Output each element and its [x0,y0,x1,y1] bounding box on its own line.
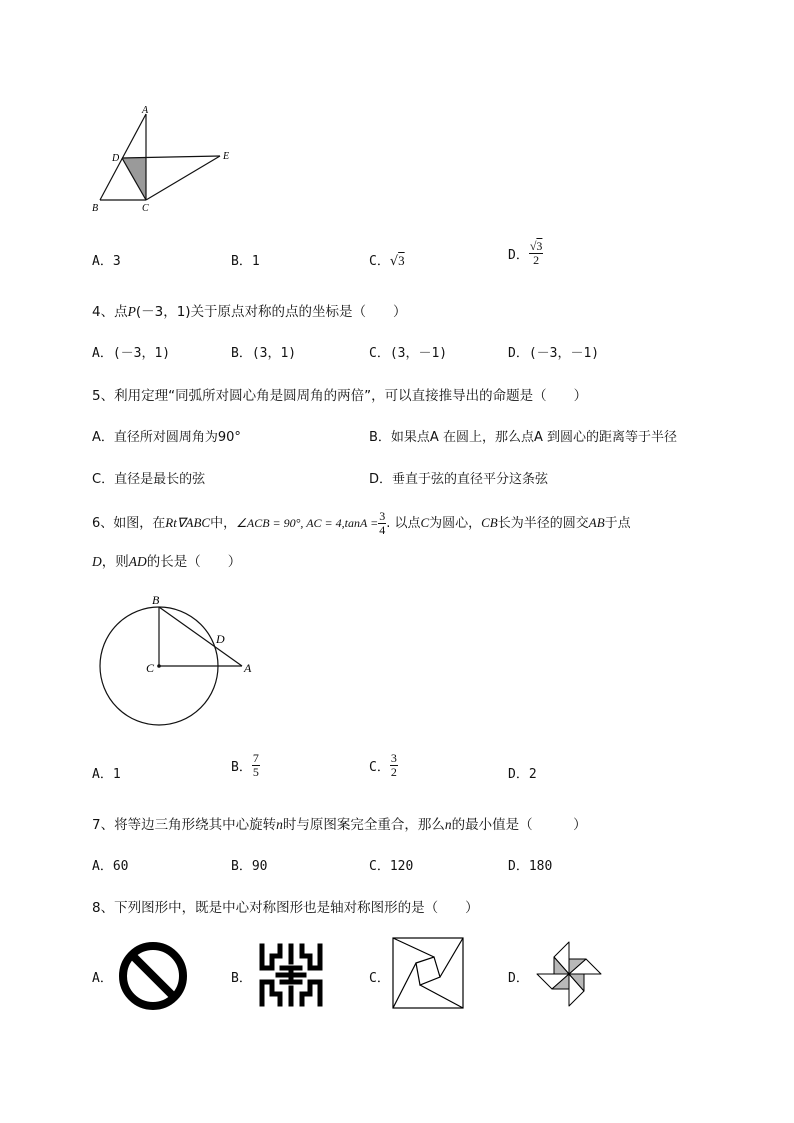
q7-option-d: D．180 [508,859,553,874]
label-c: C [142,203,149,214]
q7-option-a: A．60 [92,859,129,874]
q6-stem-line2 [92,550,241,570]
q6-text-8: 的长是（ ） [146,554,242,570]
q7-n-1: n [276,817,283,832]
q6-option-b-den: 5 [252,765,259,779]
q6-option-c-prefix: C． [369,760,390,775]
q4-stem [92,300,407,320]
q6-point-c: C [420,515,430,530]
q6-option-b-prefix: B． [231,760,252,775]
q3-option-d-radicand: 3 [536,239,543,253]
q4-option-d: D．(－3，－1) [508,346,600,361]
label-c: C [146,661,155,675]
q6-text-6: 于点 [604,516,631,531]
q3-option-c-prefix: C． [369,254,390,269]
center-point [157,664,161,668]
q7-option-b: B．90 [231,859,268,874]
q6-option-b-num: 7 [252,751,259,765]
q7-text-1: 7、将等边三角形绕其中心旋转 [92,817,277,833]
q5-option-a: A．直径所对圆周角为90° [92,430,241,445]
q6-text-7: ，则 [101,554,129,570]
q4-coords: (－3，1) [135,304,191,320]
label-a: A [142,105,149,116]
q5-option-c: C．直径是最长的弦 [92,472,206,487]
label-d: D [216,632,225,646]
q6-triangle: Rt∇ABC [165,515,211,530]
prohibition-sign-icon [117,940,189,1012]
q6-text-1: 6、如图，在 [92,516,166,531]
q3-option-c [369,250,405,269]
q3-option-b: B．1 [231,254,260,269]
q7-option-c: C．120 [369,859,414,874]
sqrt-icon: √ [529,239,537,253]
q8-label-a: A． [92,971,113,986]
q3-option-a: A．3 [92,254,121,269]
q6-ad: AD [128,554,147,569]
q7-text-3: 的最小值是（ ） [451,817,587,833]
q8-label-c: C． [369,971,390,986]
q7-text-2: 时与原图案完全重合，那么 [282,817,445,833]
q8-label-b: B． [231,971,252,986]
q6-option-d: D．2 [508,767,537,782]
q6-text-5: 长为半径的圆交 [497,516,589,531]
label-e: E [223,151,230,162]
label-b: B [92,203,99,214]
q6-text-4: 为圆心， [429,516,482,531]
q3-option-d [508,240,543,267]
q5-option-b: B．如果点A 在圆上，那么点A 到圆心的距离等于半径 [369,430,677,445]
q8-stem: 8、下列图形中，既是中心对称图形也是轴对称图形的是（ ） [92,900,479,916]
q4-suffix: 关于原点对称的点的坐标是（ ） [190,304,407,320]
q6-text-2: 中， [210,516,237,531]
q3-option-d-prefix: D． [508,248,529,263]
q6-option-c-fraction [390,752,398,779]
q6-frac-den: 4 [379,523,386,537]
q6-frac-num: 3 [379,509,386,523]
q3-option-c-radicand: 3 [398,253,405,268]
q6-option-c-den: 2 [390,765,397,779]
q7-stem [92,813,587,833]
q4-option-c: C．(3，－1) [369,346,448,361]
q6-ab: AB [588,515,605,530]
q5-stem: 5、利用定理“同弧所对圆心角是圆周角的两倍”，可以直接推导出的命题是（ ） [92,388,588,404]
q4-option-a: A．(－3，1) [92,346,171,361]
q4-prefix: 4、点 [92,304,128,320]
q6-stem-line1 [92,510,631,537]
maze-pattern-icon [258,942,324,1008]
q4-point: P [127,304,136,319]
q3-option-d-denominator: 2 [533,253,540,267]
q6-option-c [369,752,398,779]
q6-option-b [231,752,260,779]
label-a: A [244,661,252,675]
square-pinwheel-icon [392,937,464,1009]
label-b: B [152,593,160,607]
q6-option-c-num: 3 [390,751,397,765]
q6-circle-figure [94,588,264,733]
q5-option-d: D．垂直于弦的直径平分这条弦 [369,472,549,487]
q8-label-d: D． [508,971,529,986]
q3-option-d-fraction [529,240,544,267]
q6-point-d: D [92,554,102,569]
pinwheel-icon [534,938,604,1010]
q4-option-b: B．(3，1) [231,346,297,361]
label-d: D [112,153,120,164]
q6-condition: ∠ACB = 90°, AC = 4,tanA = [236,516,379,530]
q6-text-3: . 以点 [386,516,421,531]
sqrt-icon: √ [389,254,399,269]
q6-option-a: A．1 [92,767,121,782]
q3-triangle-figure [88,100,248,220]
q6-cb: CB [481,515,498,530]
q7-n-2: n [444,817,452,832]
q6-tan-fraction [378,510,386,537]
q6-option-b-fraction [252,752,260,779]
